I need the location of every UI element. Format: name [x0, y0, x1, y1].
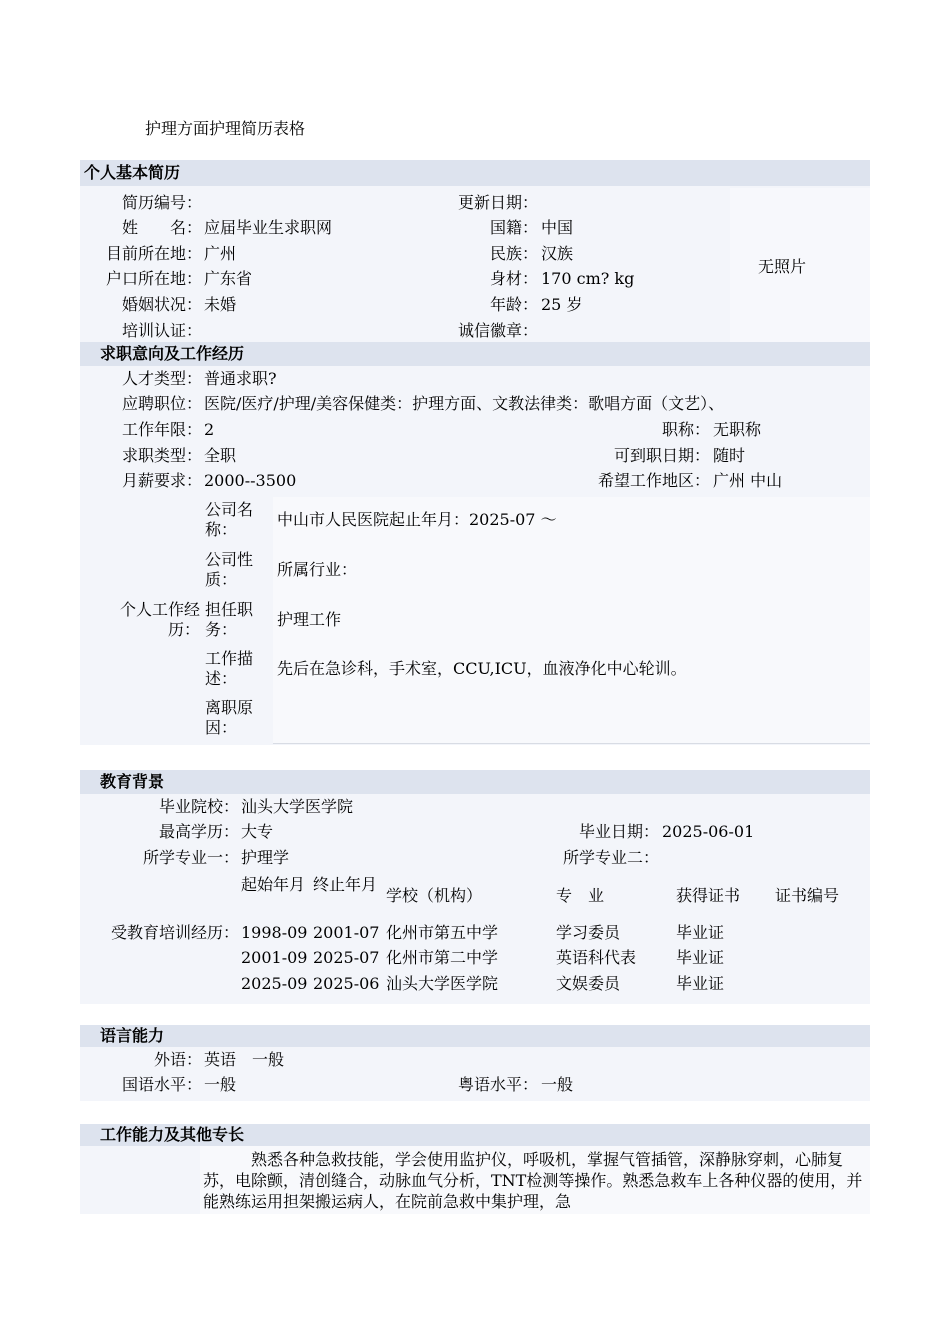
job-title-value: 无职称: [713, 420, 762, 439]
table-row-1-school: 化州市第二中学: [386, 948, 499, 967]
education-header: 教育背景: [80, 770, 870, 794]
work-history-label: 个人工作经历：: [119, 600, 200, 639]
hukou-value: 广东省: [204, 269, 253, 288]
table-row-2-cert: 毕业证: [676, 974, 725, 993]
table-row-0-start: 1998-09: [241, 923, 308, 942]
table-row-1-major: 英语科代表: [556, 948, 637, 967]
years-label: 工作年限：: [121, 420, 202, 439]
table-row-2-end: 2025-06: [313, 974, 380, 993]
location-label: 目前所在地：: [105, 244, 202, 263]
location-value: 广州: [204, 244, 237, 263]
work-desc-label: 工作描述：: [205, 649, 254, 688]
available-value: 随时: [713, 446, 746, 465]
col-major: 专 业: [556, 886, 605, 905]
mandarin-value: 一般: [204, 1075, 237, 1094]
job-type-value: 全职: [204, 446, 237, 465]
cantonese-value: 一般: [541, 1075, 574, 1094]
marital-value: 未婚: [204, 295, 237, 314]
training-label: 培训认证：: [121, 321, 202, 340]
company-nature-value: 所属行业：: [277, 560, 358, 579]
years-value: 2: [204, 420, 215, 439]
basic-header: 个人基本简历: [80, 160, 870, 186]
update-date-label: 更新日期：: [457, 193, 538, 212]
col-cert: 获得证书: [676, 886, 741, 905]
name-label: 姓 名：: [121, 218, 202, 237]
table-row-1-start: 2001-09: [241, 948, 308, 967]
job-type-label: 求职类型：: [121, 446, 202, 465]
company-name-value: 中山市人民医院起止年月：2025-07 ～: [277, 510, 557, 529]
col-school: 学校（机构）: [386, 886, 483, 905]
region-label: 希望工作地区：: [597, 471, 710, 490]
name-value: 应届毕业生求职网: [204, 218, 333, 237]
height-label: 身材：: [489, 269, 538, 288]
work-detail-box: [273, 497, 870, 743]
height-value: 170 cm? kg: [541, 269, 635, 288]
available-label: 可到职日期：: [613, 446, 710, 465]
major1-value: 护理学: [241, 848, 290, 867]
mandarin-label: 国语水平：: [121, 1075, 202, 1094]
photo-placeholder: 无照片: [758, 257, 807, 276]
major2-label: 所学专业二：: [562, 848, 659, 867]
talent-value: 普通求职?: [204, 369, 277, 388]
leave-reason-label: 离职原因：: [205, 698, 254, 737]
col-start: 起始年月: [241, 875, 306, 894]
position-value: 医院/医疗/护理/美容保健类：护理方面、文教法律类：歌唱方面（文艺）、: [204, 394, 725, 413]
table-row-2-start: 2025-09: [241, 974, 308, 993]
work-desc-value: 先后在急诊科，手术室，CCU,ICU，血液净化中心轮训。: [277, 659, 687, 678]
table-row-1-end: 2025-07: [313, 948, 380, 967]
table-row-2-major: 文娱委员: [556, 974, 621, 993]
nationality-value: 中国: [541, 218, 574, 237]
cantonese-label: 粤语水平：: [457, 1075, 538, 1094]
table-row-0-cert: 毕业证: [676, 923, 725, 942]
age-label: 年龄：: [489, 295, 538, 314]
table-row-2-school: 汕头大学医学院: [386, 974, 499, 993]
job-title-label: 职称：: [661, 420, 710, 439]
degree-value: 大专: [241, 822, 274, 841]
nationality-label: 国籍：: [489, 218, 538, 237]
salary-value: 2000--3500: [204, 471, 297, 490]
language-header: 语言能力: [80, 1025, 870, 1047]
ethnicity-value: 汉族: [541, 244, 574, 263]
table-row-1-cert: 毕业证: [676, 948, 725, 967]
ethnicity-label: 民族：: [489, 244, 538, 263]
age-value: 25 岁: [541, 295, 583, 314]
document-title: 护理方面护理简历表格: [145, 119, 306, 138]
company-name-label: 公司名称：: [205, 500, 254, 539]
skills-header: 工作能力及其他专长: [80, 1124, 870, 1146]
school-value: 汕头大学医学院: [241, 797, 354, 816]
grad-date-label: 毕业日期：: [578, 822, 659, 841]
position-label: 应聘职位：: [121, 394, 202, 413]
work-detail-bottom-line: [273, 743, 870, 744]
education-history-label: 受教育培训经历：: [110, 923, 239, 942]
col-end: 终止年月: [313, 875, 378, 894]
table-row-0-school: 化州市第五中学: [386, 923, 499, 942]
major1-label: 所学专业一：: [142, 848, 239, 867]
degree-label: 最高学历：: [158, 822, 239, 841]
talent-label: 人才类型：: [121, 369, 202, 388]
salary-label: 月薪要求：: [121, 471, 202, 490]
role-value: 护理工作: [277, 610, 342, 629]
grad-date-value: 2025-06-01: [662, 822, 755, 841]
col-cert-no: 证书编号: [775, 886, 840, 905]
integrity-label: 诚信徽章：: [457, 321, 538, 340]
region-value: 广州 中山: [713, 471, 783, 490]
school-label: 毕业院校：: [158, 797, 239, 816]
marital-label: 婚姻状况：: [121, 295, 202, 314]
role-label: 担任职务：: [205, 600, 254, 639]
skills-text: 熟悉各种急救技能，学会使用监护仪，呼吸机，掌握气管插管，深静脉穿刺，心肺复苏，电除颤，清创缝合，动脉血气分析，TNT检测等操作。熟悉急救车上各种仪器的使用，并能熟练运用担架搬运病人，在院前急救中集护理，急: [203, 1150, 863, 1211]
hukou-label: 户口所在地：: [105, 269, 202, 288]
foreign-language-label: 外语：: [153, 1050, 202, 1069]
table-row-0-major: 学习委员: [556, 923, 621, 942]
table-row-0-end: 2001-07: [313, 923, 380, 942]
resume-no-label: 简历编号：: [121, 193, 202, 212]
company-nature-label: 公司性质：: [205, 550, 254, 589]
foreign-language-value: 英语 一般: [204, 1050, 285, 1069]
intent-header: 求职意向及工作经历: [80, 342, 870, 366]
